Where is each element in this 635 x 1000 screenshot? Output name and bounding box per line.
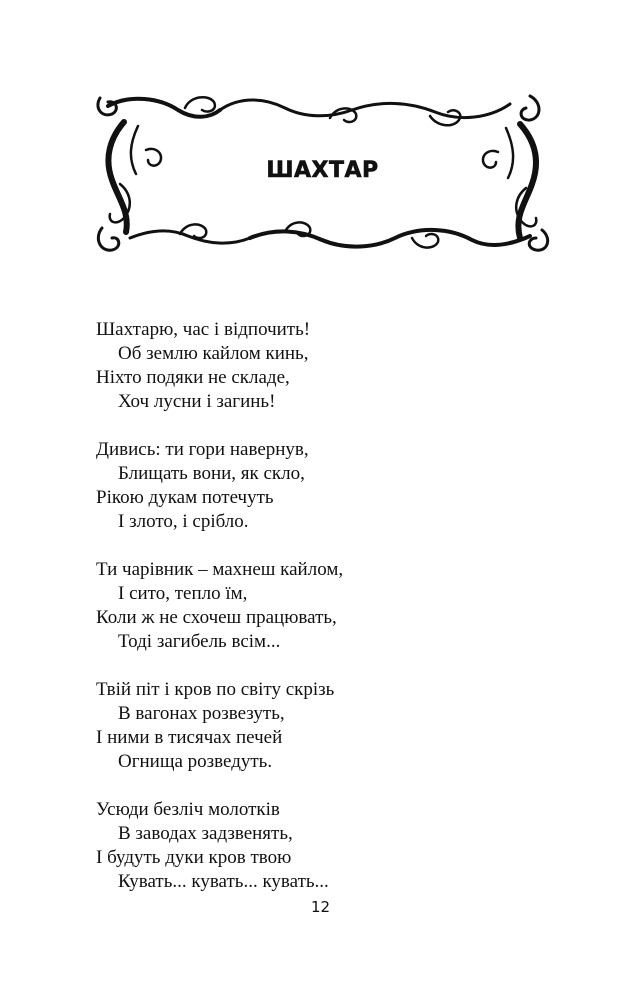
poem-line: Коли ж не схочеш працювать,	[96, 607, 337, 628]
poem-line: Блищать вони, як скло,	[118, 463, 305, 484]
poem-line: Твій піт і кров по світу скрізь	[96, 679, 335, 700]
poem-line: Усюди безліч молотків	[96, 799, 280, 820]
page-number: 12	[310, 898, 331, 916]
poem-line: Тоді загибель всім...	[118, 631, 281, 652]
stanza	[96, 798, 556, 894]
poem-line: Шахтарю, час і відпочить!	[96, 319, 311, 340]
poem-line: І ними в тисячах печей	[96, 727, 283, 748]
poem-line: Рікою дукам потечуть	[96, 487, 274, 508]
poem-title: ШАХТАР	[266, 158, 379, 183]
stanza	[96, 318, 556, 414]
poem-line: І будуть дуки кров твою	[96, 847, 292, 868]
poem-line: В вагонах розвезуть,	[118, 703, 285, 724]
poem-line: І сито, тепло їм,	[118, 583, 248, 604]
poem-line: Об землю кайлом кинь,	[118, 343, 309, 364]
poem-line: Кувать... кувать... кувать...	[118, 871, 329, 892]
stanza	[96, 558, 556, 654]
poem-line: Дивись: ти гори навернув,	[96, 439, 309, 460]
poem-line: І злото, і срібло.	[118, 511, 249, 532]
poem-line: Ти чарівник – махнеш кайлом,	[96, 559, 344, 580]
ornamental-title-frame	[90, 88, 555, 258]
poem-body	[96, 318, 556, 918]
stanza	[96, 678, 556, 774]
poem-line: Огнища розведуть.	[118, 751, 273, 772]
poem-line: В заводах задзвенять,	[118, 823, 293, 844]
stanza	[96, 438, 556, 534]
poem-line: Хоч лусни і загинь!	[118, 391, 276, 412]
poem-line: Ніхто подяки не складе,	[96, 367, 290, 388]
